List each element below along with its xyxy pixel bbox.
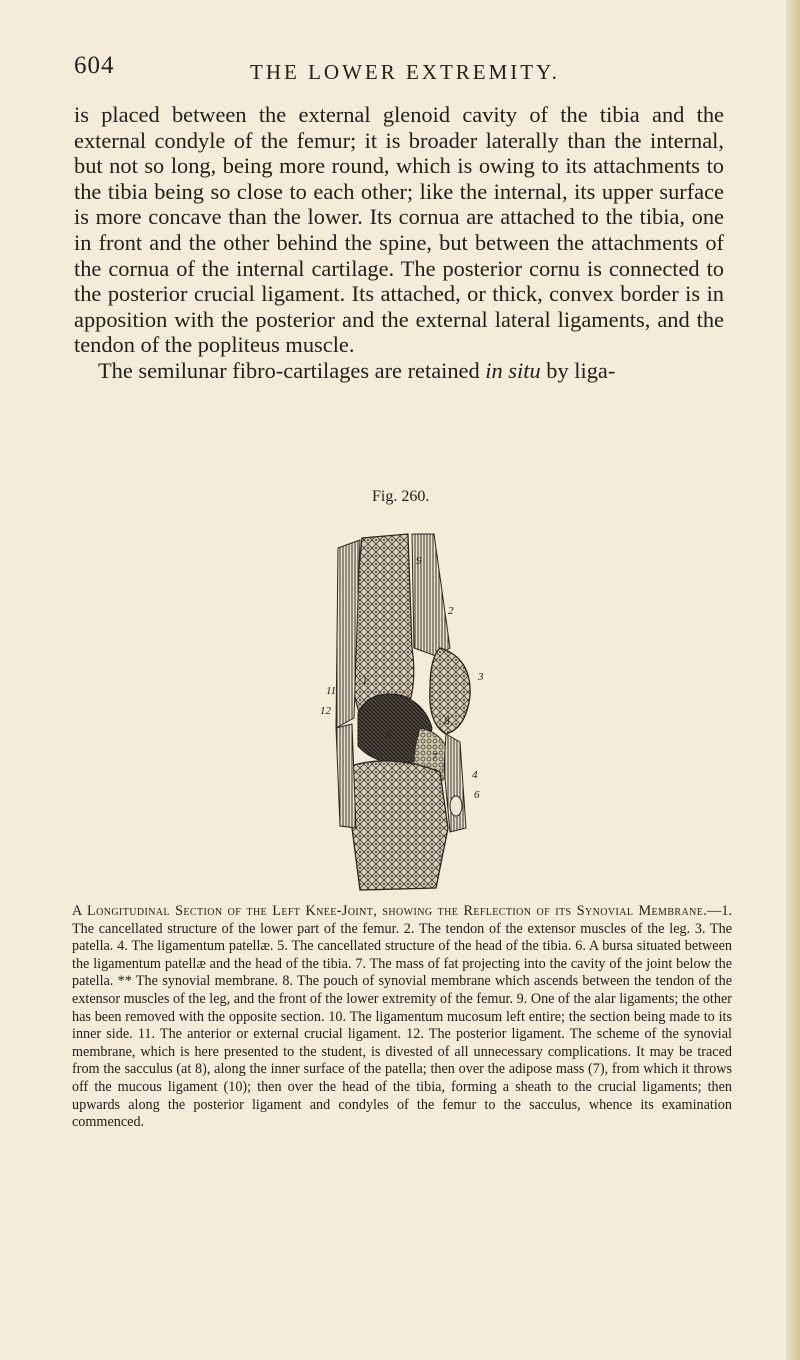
figure-number: 8 bbox=[444, 715, 450, 727]
paragraph-2-end: by liga- bbox=[540, 357, 616, 383]
page-edge bbox=[786, 0, 800, 1360]
figure-number: 11 bbox=[326, 685, 337, 697]
figure-number: 5 bbox=[386, 729, 392, 741]
paragraph-2-start: The semilunar fibro-cartilages are retained bbox=[98, 357, 486, 383]
figure-number: 7 bbox=[432, 751, 438, 763]
caption-text: —1. The cancellated structure of the lower part of the femur. 2. The tendon of the extensor muscles of the leg. 3. The patella. 4. The ligamentum patellæ. 5. The cancellated structure of the head of the tibia. 6. A bursa situated between the ligamentum patellæ and the head of the tibia. 7. The mass of fat projecting into the cavity of the joint below the patella. ** The synovial membrane. 8. The pouch of synovial membrane which ascends between the tendon of the extensor muscles of the leg, and the front of the lower extremity of the femur. 9. One of the alar ligaments; the other has been removed with the opposite section. 10. The ligamentum mucosum left entire; the section being made to its inner side. 11. The anterior or external crucial ligament. 12. The posterior ligament. The scheme of the synovial membrane, which is here presented to the student, is divested of all unnecessary complications. It may be traced from the sacculus (at 8), along the inner surface of the patella; then over the adipose mass (7), from which it throws off the mucous ligament (10); then over the head of the tibia, forming a sheath to the crucial ligaments; then upwards along the posterior ligament and condyles of the femur to the sacculus, whence its examination commenced. bbox=[72, 903, 732, 1131]
page-number: 604 bbox=[74, 52, 115, 79]
page-header bbox=[74, 52, 714, 94]
figure-number: 9 bbox=[416, 555, 422, 567]
running-head: THE LOWER EXTREMITY. bbox=[250, 60, 560, 84]
figure-number: 6 bbox=[474, 789, 480, 801]
paragraph-2-italic: in situ bbox=[485, 357, 541, 383]
figure-number: 1 bbox=[362, 675, 368, 687]
figure-number: 2 bbox=[448, 605, 454, 617]
body-text bbox=[74, 102, 724, 384]
figure-caption bbox=[72, 903, 732, 1132]
paragraph-1: is placed between the external glenoid cavity of the tibia and the external condyle of the femur; it is broader laterally than the internal, but not so long, being more round, which is owing to its attachments to the tibia being so close to each other; like the internal, its upper surface is more concave than the lower. Its cornua are attached to the tibia, one in front and the other behind the spine, but between the attachments of the cornua of the internal cartilage. The posterior cornu is connected to the posterior crucial ligament. Its attached, or thick, convex border is in apposition with the posterior and the external lateral ligaments, and the tendon of the popliteus muscle. bbox=[74, 102, 724, 358]
knee-section-drawing bbox=[300, 528, 520, 896]
knee-joint-illustration bbox=[300, 528, 520, 896]
paragraph-2 bbox=[74, 358, 724, 384]
figure-number: 3 bbox=[478, 671, 484, 683]
figure-number: 12 bbox=[320, 705, 331, 717]
figure-number: 4 bbox=[472, 769, 478, 781]
figure-label: Fig. 260. bbox=[372, 488, 430, 505]
caption-title: A Longitudinal Section of the Left Knee-Joint, showing the Reflection of its Synovial Membrane. bbox=[72, 903, 708, 919]
